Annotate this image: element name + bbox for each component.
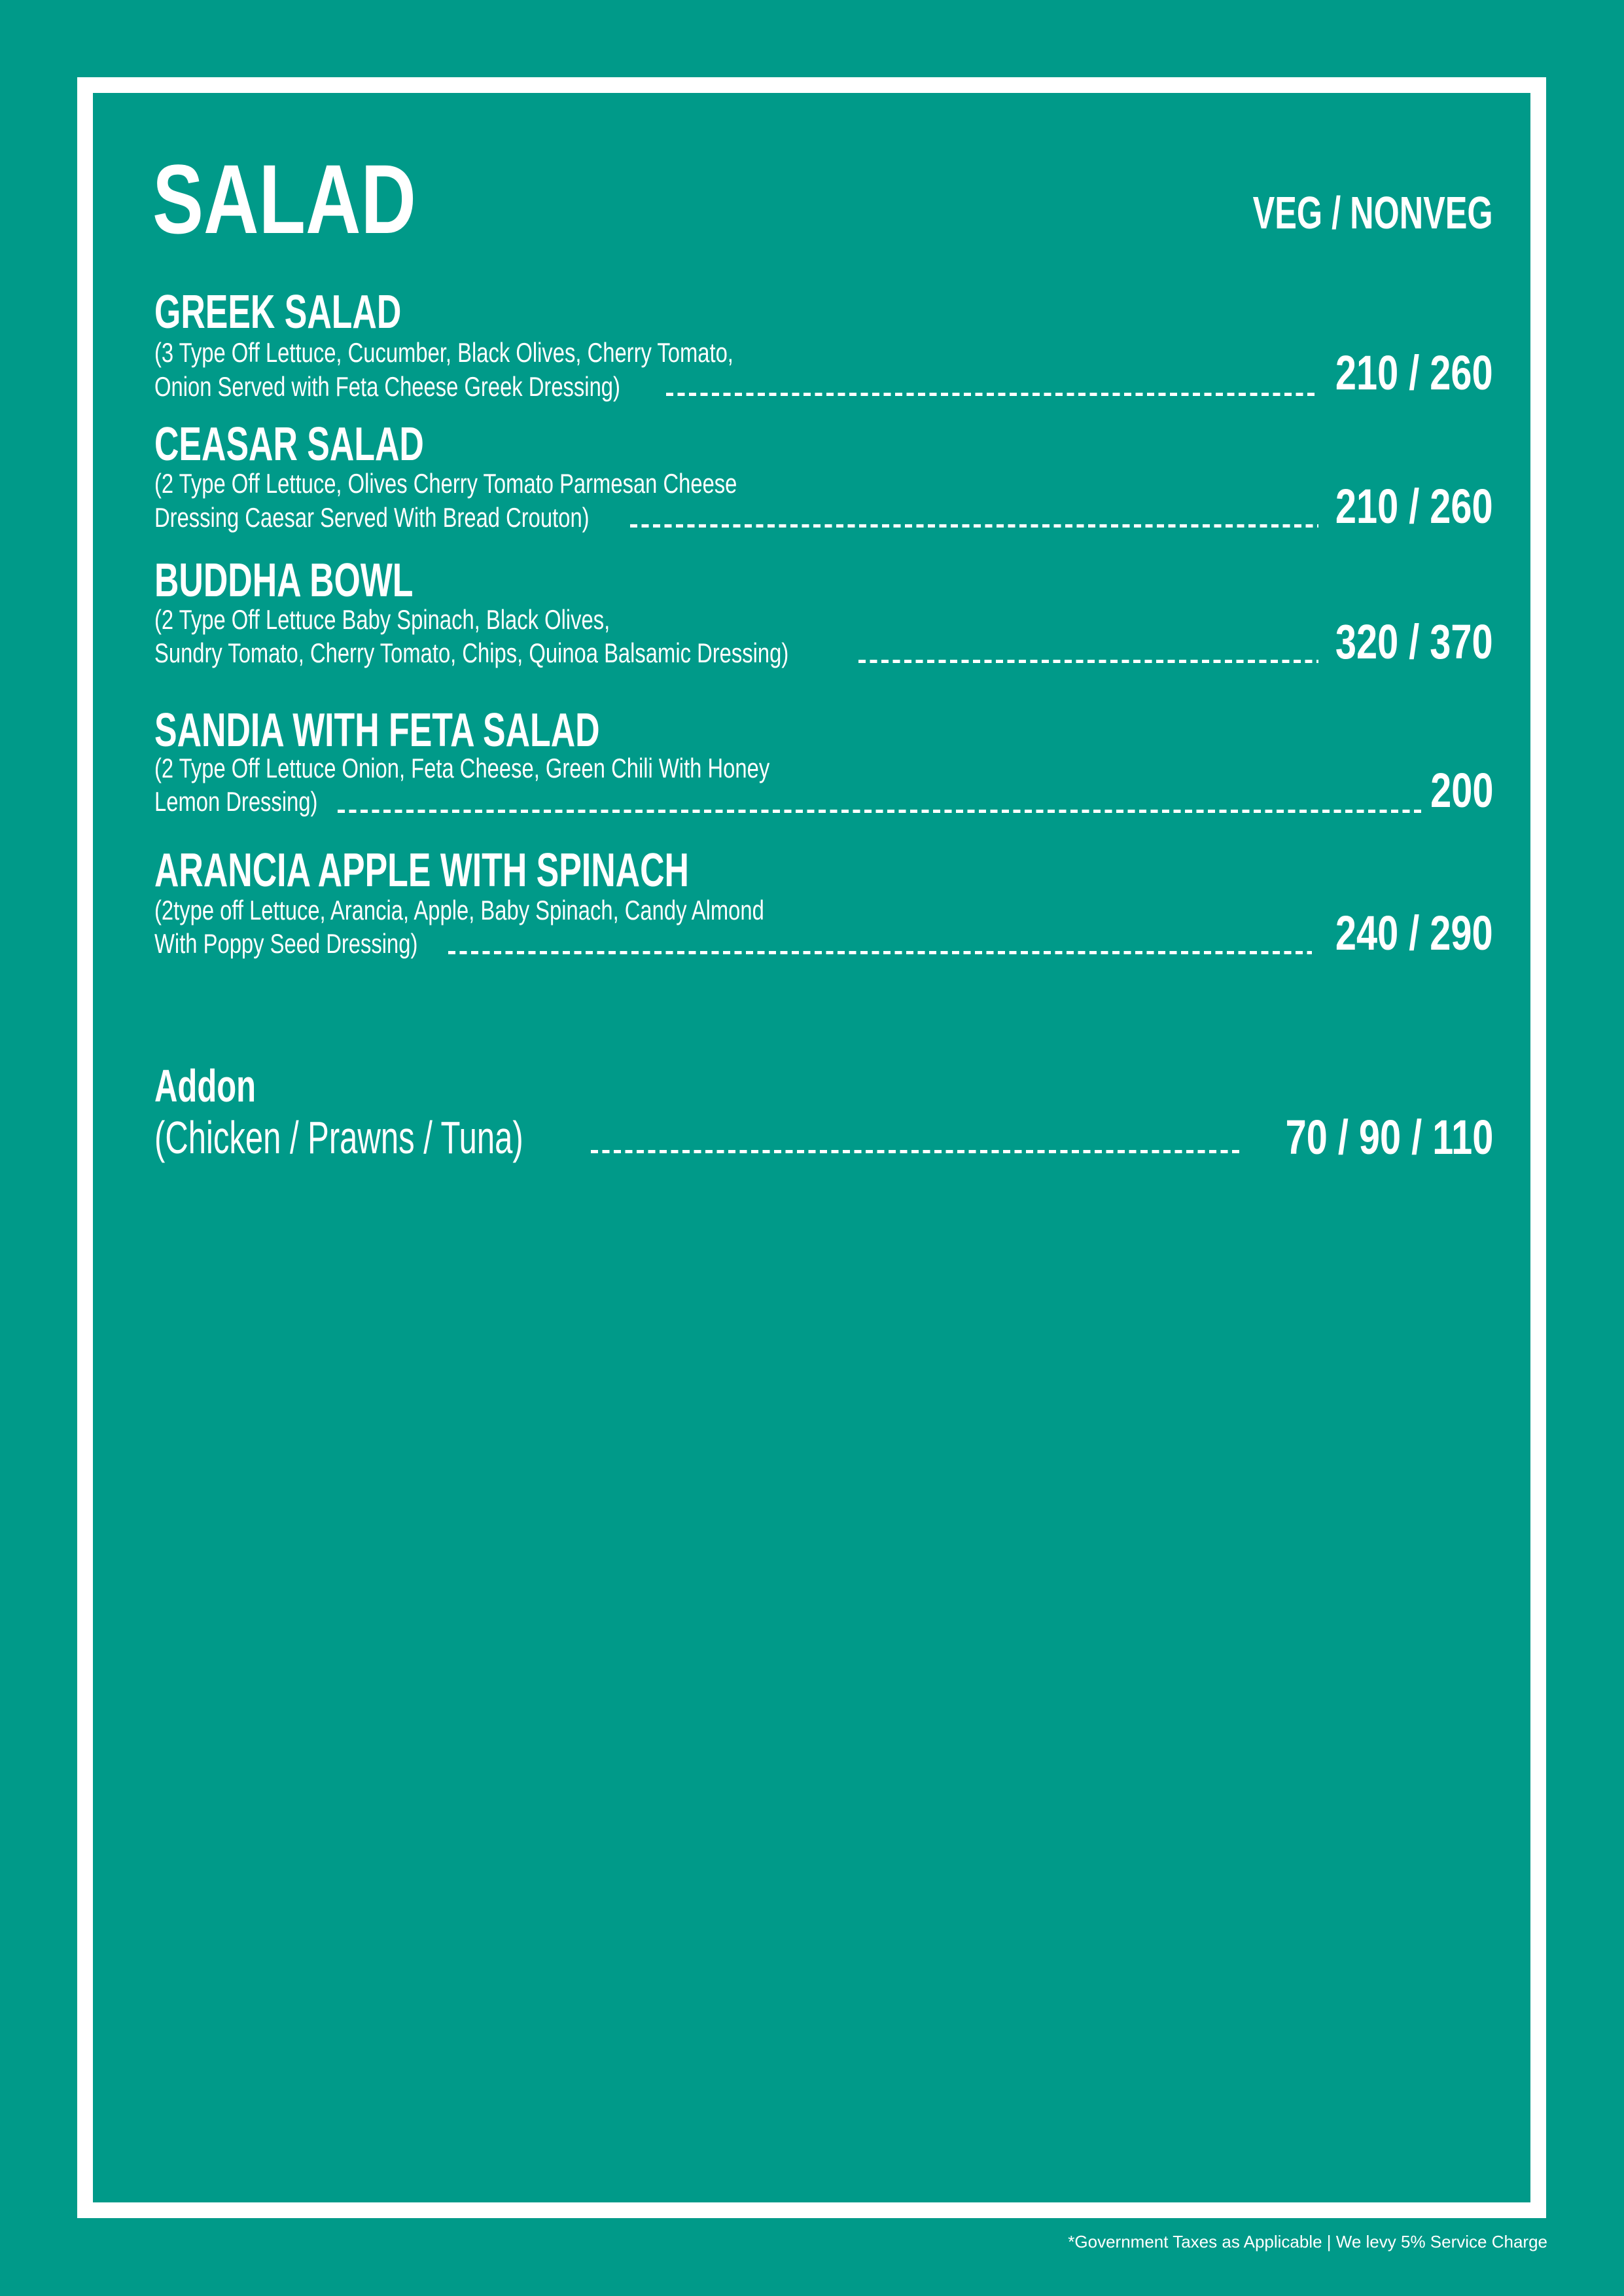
dotted-leader [666,393,1318,396]
dotted-leader [338,810,1421,813]
item-description-line: Onion Served with Feta Cheese Greek Dressing) [154,371,620,402]
item-name: SANDIA WITH FETA SALAD [154,704,600,757]
item-price: 210 / 260 [1335,479,1493,533]
item-description-line: (3 Type Off Lettuce, Cucumber, Black Olives, Cherry Tomato, [154,337,733,368]
item-name: CEASAR SALAD [154,418,424,471]
addon-price: 70 / 90 / 110 [1285,1110,1493,1164]
dotted-leader [858,660,1318,663]
item-price: 240 / 290 [1335,906,1493,960]
item-description-line: (2 Type Off Lettuce, Olives Cherry Tomato Parmesan Cheese [154,468,737,499]
item-price: 320 / 370 [1335,615,1493,669]
addon-title: Addon [154,1060,256,1111]
item-price: 210 / 260 [1335,346,1493,400]
item-description-line: With Poppy Seed Dressing) [154,928,418,959]
price-column-header: VEG / NONVEG [1253,187,1493,238]
item-description-line: (2 Type Off Lettuce Onion, Feta Cheese, Green Chili With Honey [154,753,770,783]
item-description-line: Lemon Dressing) [154,786,318,817]
item-description-line: Dressing Caesar Served With Bread Crouton) [154,502,590,533]
item-price: 200 [1430,763,1493,817]
addon-options: (Chicken / Prawns / Tuna) [154,1112,523,1163]
dotted-leader [591,1150,1243,1153]
dotted-leader [630,524,1318,528]
footer-tax-note: *Government Taxes as Applicable | We levy 5% Service Charge [1068,2232,1547,2251]
item-description-line: (2type off Lettuce, Arancia, Apple, Baby Spinach, Candy Almond [154,895,764,925]
item-name: GREEK SALAD [154,286,402,338]
item-name: ARANCIA APPLE WITH SPINACH [154,844,689,897]
item-name: BUDDHA BOWL [154,554,414,607]
page-title: SALAD [152,144,416,254]
dotted-leader [448,951,1312,954]
item-description-line: (2 Type Off Lettuce Baby Spinach, Black Olives, [154,604,610,635]
item-description-line: Sundry Tomato, Cherry Tomato, Chips, Quinoa Balsamic Dressing) [154,637,789,668]
